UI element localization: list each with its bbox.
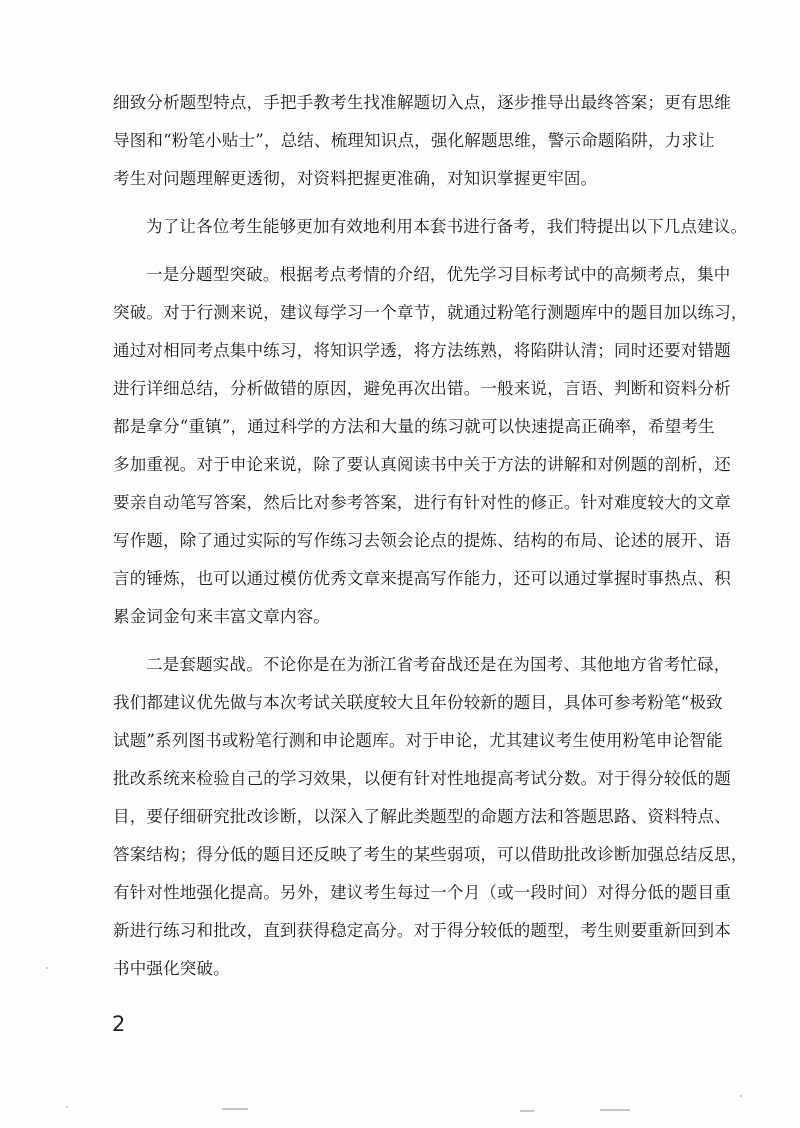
text-line: 通过对相同考点集中练习，将知识学透，将方法练熟，将陷阱认清；同时还要对错题 <box>113 341 731 360</box>
text-line: 二是套题实战。不论你是在为浙江省考奋战还是在为国考、其他地方省考忙碌， <box>146 655 731 674</box>
scan-artifact <box>222 1108 248 1110</box>
scan-artifact <box>520 1110 534 1112</box>
text-line: 新进行练习和批改，直到获得稳定高分。对于得分较低的题型，考生则要重新回到本 <box>113 921 731 940</box>
paragraph-1 <box>113 84 731 198</box>
text-line: 突破。对于行测来说，建议每学习一个章节，就通过粉笔行测题库中的题目加以练习， <box>113 303 748 322</box>
scan-artifact <box>600 1109 630 1111</box>
text-line: 都是拿分“重镇”，通过科学的方法和大量的练习就可以快速提高正确率，希望考生 <box>113 417 715 436</box>
text-line: 为了让各位考生能够更加有效地利用本套书进行备考，我们特提出以下几点建议。 <box>146 217 748 236</box>
text-line: 多加重视。对于申论来说，除了要认真阅读书中关于方法的讲解和对例题的剖析，还 <box>113 455 731 474</box>
paragraph-3 <box>113 256 748 636</box>
text-line: 言的锤炼，也可以通过模仿优秀文章来提高写作能力，还可以通过掌握时事热点、积 <box>113 569 731 588</box>
text-line: 一是分题型突破。根据考点考情的介绍，优先学习目标考试中的高频考点，集中 <box>146 265 731 284</box>
text-line: 写作题，除了通过实际的写作练习去领会论点的提炼、结构的布局、论述的展开、语 <box>113 531 731 550</box>
text-line: 要亲自动笔写答案，然后比对参考答案，进行有针对性的修正。针对难度较大的文章 <box>113 493 731 512</box>
text-line: 考生对问题理解更透彻，对资料把握更准确，对知识掌握更牢固。 <box>113 169 598 188</box>
text-line: 目，要仔细研究批改诊断，以深入了解此类题型的命题方法和答题思路、资料特点、 <box>113 807 731 826</box>
paragraph-2 <box>113 208 748 246</box>
text-line: 答案结构；得分低的题目还反映了考生的某些弱项，可以借助批改诊断加强总结反思， <box>113 845 748 864</box>
body-text <box>113 84 748 988</box>
scan-speck <box>46 967 48 969</box>
page-number: 2 <box>112 1012 126 1036</box>
scan-speck <box>66 1106 68 1108</box>
scan-speck <box>740 1095 742 1097</box>
text-line: 书中强化突破。 <box>113 959 230 978</box>
text-line: 导图和“粉笔小贴士”，总结、梳理知识点，强化解题思维，警示命题陷阱，力求让 <box>113 131 715 150</box>
text-line: 批改系统来检验自己的学习效果，以便有针对性地提高考试分数。对于得分较低的题 <box>113 769 731 788</box>
paragraph-4 <box>113 646 748 988</box>
text-line: 进行详细总结，分析做错的原因，避免再次出错。一般来说，言语、判断和资料分析 <box>113 379 731 398</box>
text-line: 我们都建议优先做与本次考试关联度较大且年份较新的题目，具体可参考粉笔“极致 <box>113 693 723 712</box>
text-line: 细致分析题型特点，手把手教考生找准解题切入点，逐步推导出最终答案；更有思维 <box>113 93 731 112</box>
text-line: 试题”系列图书或粉笔行测和申论题库。对于申论，尤其建议考生使用粉笔申论智能 <box>113 731 723 750</box>
text-line: 有针对性地强化提高。另外，建议考生每过一个月（或一段时间）对得分低的题目重 <box>113 883 731 902</box>
text-line: 累金词金句来丰富文章内容。 <box>113 607 331 626</box>
